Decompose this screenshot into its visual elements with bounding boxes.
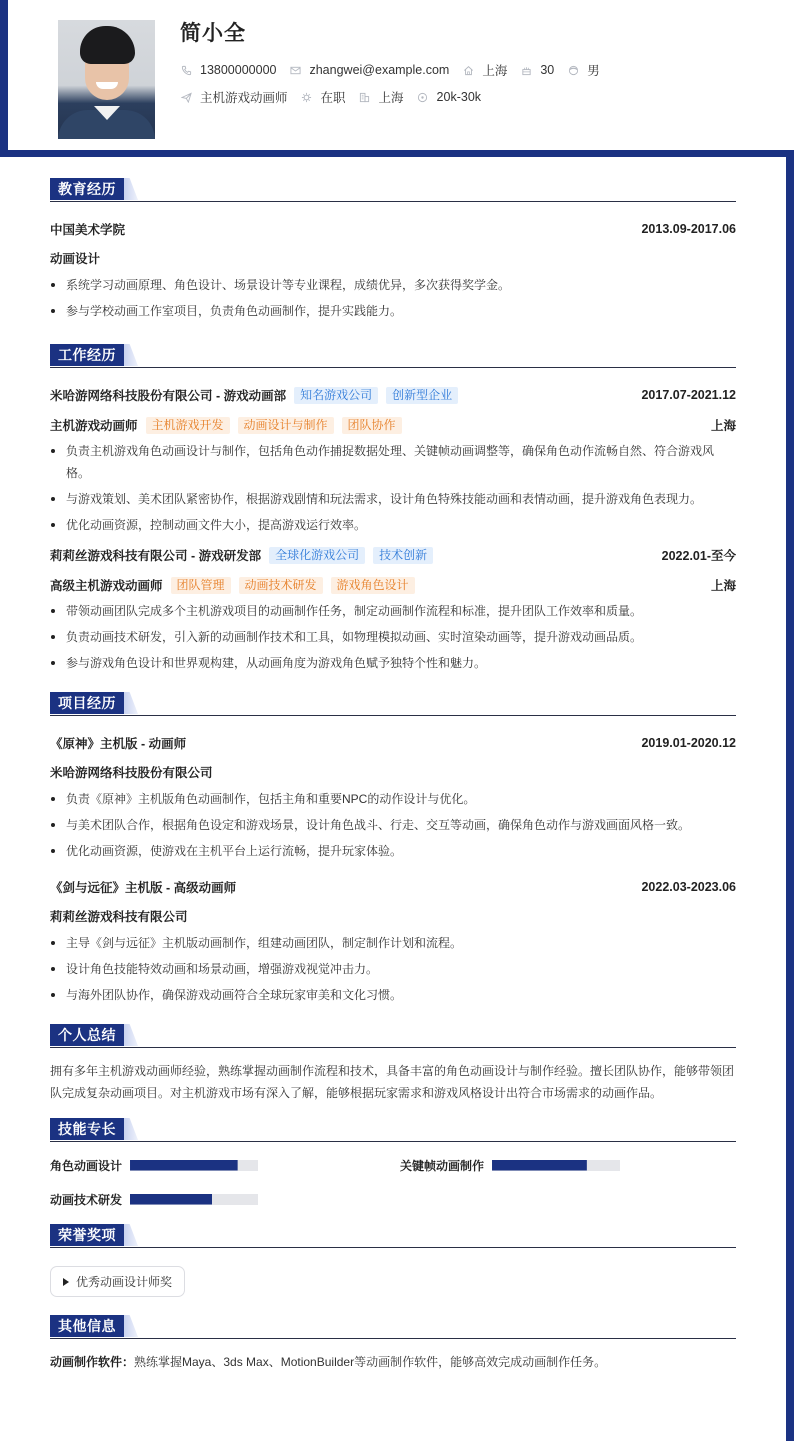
- section-header: [50, 692, 736, 716]
- city-item: 上海: [462, 61, 507, 79]
- section-title: 教育经历: [50, 178, 124, 200]
- section-header: [50, 1224, 736, 1248]
- age-icon: [520, 64, 532, 76]
- project-bullets: [50, 788, 736, 862]
- skill-tag: 主机游戏开发: [146, 417, 230, 434]
- status-icon: [301, 91, 313, 103]
- job-position: 高级主机游戏动画师: [50, 579, 163, 593]
- project-bullets: [50, 932, 736, 1006]
- phone-item: 13800000000: [180, 63, 276, 77]
- resume-header: [0, 0, 794, 157]
- summary-section: [50, 1024, 736, 1104]
- job-bullets: [50, 440, 736, 536]
- list-item: 主导《剑与远征》主机版动画制作，组建动画团队，制定制作计划和流程。: [50, 932, 736, 954]
- building-icon: [359, 91, 371, 103]
- candidate-name: 简小全: [180, 22, 246, 45]
- job-location: 上海: [710, 579, 736, 593]
- section-header: [50, 1315, 736, 1339]
- company-tag: 知名游戏公司: [294, 387, 378, 404]
- send-icon: [180, 91, 192, 103]
- skill-fill: [492, 1160, 587, 1171]
- job-period: 2022.01-至今: [661, 549, 736, 563]
- skill-label: 角色动画设计: [50, 1158, 123, 1173]
- list-item: 带领动画团队完成多个主机游戏项目的动画制作任务，制定动画制作流程和标准，提升团队工作效率和质量。: [50, 600, 736, 622]
- company-tag: 全球化游戏公司: [269, 547, 365, 564]
- skill-item: [50, 1154, 400, 1176]
- section-title: 技能专长: [50, 1118, 124, 1140]
- skill-fill: [130, 1194, 212, 1205]
- education-section: [50, 178, 736, 322]
- other-section: [50, 1315, 736, 1373]
- skills-section: [50, 1118, 736, 1210]
- status-item: 在职: [301, 88, 346, 106]
- home-icon: [462, 64, 474, 76]
- company-name: 莉莉丝游戏科技有限公司 - 游戏研发部: [50, 549, 262, 563]
- skill-tag: 动画设计与制作: [238, 417, 334, 434]
- salary-item: 20k-30k: [417, 90, 481, 104]
- school-name: 中国美术学院: [50, 223, 126, 237]
- project-entry: [50, 728, 736, 862]
- skill-fill: [130, 1160, 238, 1171]
- list-item: 系统学习动画原理、角色设计、场景设计等专业课程，成绩优异，多次获得奖学金。: [50, 274, 736, 296]
- education-period: 2013.09-2017.06: [641, 222, 736, 236]
- company-tag: 技术创新: [373, 547, 433, 564]
- section-title: 其他信息: [50, 1315, 124, 1337]
- email-item: zhangwei@example.com: [289, 63, 449, 77]
- list-item: 设计角色技能特效动画和场景动画，增强游戏视觉冲击力。: [50, 958, 736, 980]
- profile-photo: [58, 20, 155, 139]
- skill-tag: 动画技术研发: [239, 577, 323, 594]
- skill-bar: [130, 1160, 258, 1171]
- award-item[interactable]: [50, 1266, 185, 1297]
- list-item: 优化动画资源，控制动画文件大小，提高游戏运行效率。: [50, 514, 736, 536]
- job-intent-row: [180, 88, 494, 106]
- list-item: 优化动画资源，使游戏在主机平台上运行流畅，提升玩家体验。: [50, 840, 736, 862]
- job-location: 上海: [710, 419, 736, 433]
- target-position-item: 主机游戏动画师: [180, 88, 288, 106]
- skill-bar: [130, 1194, 258, 1205]
- gender-item: 男: [567, 61, 600, 79]
- list-item: 与海外团队协作，确保游戏动画符合全球玩家审美和文化习惯。: [50, 984, 736, 1006]
- age-item: 30: [520, 63, 554, 77]
- gender-icon: [567, 64, 579, 76]
- other-info-text: 熟练掌握Maya、3ds Max、MotionBuilder等动画制作软件，能够高效完成动画制作任务。: [134, 1355, 607, 1369]
- job-position: 主机游戏动画师: [50, 419, 138, 433]
- projects-section: [50, 692, 736, 1006]
- skills-grid: [50, 1154, 736, 1210]
- job-bullets: [50, 600, 736, 674]
- list-item: 与美术团队合作，根据角色设定和游戏场景，设计角色战斗、行走、交互等动画，确保角色动作与游戏画面风格一致。: [50, 814, 736, 836]
- job-entry: [50, 540, 736, 674]
- section-title: 工作经历: [50, 344, 124, 366]
- project-company: 米哈游网络科技股份有限公司: [50, 766, 213, 780]
- list-item: 负责主机游戏角色动画设计与制作，包括角色动作捕捉数据处理、关键帧动画调整等，确保角色动作流畅自然、符合游戏风格。: [50, 440, 736, 484]
- list-item: 与游戏策划、美术团队紧密协作，根据游戏剧情和玩法需求，设计角色特殊技能动画和表情动画，提升游戏角色表现力。: [50, 488, 736, 510]
- skill-tag: 游戏角色设计: [331, 577, 415, 594]
- salary-icon: [417, 91, 429, 103]
- phone-icon: [180, 64, 192, 76]
- list-item: 参与游戏角色设计和世界观构建，从动画角度为游戏角色赋予独特个性和魅力。: [50, 652, 736, 674]
- section-header: [50, 1118, 736, 1142]
- resume-body: [0, 157, 794, 1441]
- awards-section: [50, 1224, 736, 1301]
- section-header: [50, 178, 736, 202]
- project-company: 莉莉丝游戏科技有限公司: [50, 910, 188, 924]
- project-period: 2019.01-2020.12: [641, 736, 736, 750]
- list-item: 负责动画技术研发，引入新的动画制作技术和工具，如物理模拟动画、实时渲染动画等，提升游戏动画品质。: [50, 626, 736, 648]
- skill-item: [400, 1154, 750, 1176]
- section-title: 个人总结: [50, 1024, 124, 1046]
- mail-icon: [289, 64, 301, 76]
- education-row: [50, 214, 736, 244]
- contact-row: [180, 61, 613, 79]
- project-name: 《原神》主机版 - 动画师: [50, 737, 187, 751]
- other-info-label: 动画制作软件：: [50, 1355, 135, 1369]
- section-header: [50, 1024, 736, 1048]
- list-item: 负责《原神》主机版角色动画制作，包括主角和重要NPC的动作设计与优化。: [50, 788, 736, 810]
- summary-text: 拥有多年主机游戏动画师经验，熟练掌握动画制作流程和技术，具备丰富的角色动画设计与制作经验。擅长团队协作，能够带领团队完成复杂动画项目。对主机游戏市场有深入了解，能够根据玩家需求和游戏风格设计出符合市场需求的动画作品。: [50, 1064, 735, 1100]
- award-name: 优秀动画设计师奖: [76, 1275, 173, 1289]
- job-entry: [50, 380, 736, 536]
- work-section: [50, 344, 736, 674]
- company-tag: 创新型企业: [386, 387, 458, 404]
- other-info: [50, 1351, 736, 1373]
- list-item: 参与学校动画工作室项目，负责角色动画制作，提升实践能力。: [50, 300, 736, 322]
- work-city-item: 上海: [359, 88, 404, 106]
- skill-label: 关键帧动画制作: [400, 1158, 485, 1173]
- job-period: 2017.07-2021.12: [641, 388, 736, 402]
- expand-triangle-icon: [63, 1278, 69, 1286]
- section-header: [50, 344, 736, 368]
- skill-tag: 团队管理: [171, 577, 231, 594]
- company-name: 米哈游网络科技股份有限公司 - 游戏动画部: [50, 389, 287, 403]
- skill-label: 动画技术研发: [50, 1192, 123, 1207]
- skill-item: [50, 1188, 400, 1210]
- project-name: 《剑与远征》主机版 - 高级动画师: [50, 881, 237, 895]
- education-bullets: [50, 274, 736, 322]
- project-period: 2022.03-2023.06: [641, 880, 736, 894]
- section-title: 项目经历: [50, 692, 124, 714]
- section-title: 荣誉奖项: [50, 1224, 124, 1246]
- project-entry: [50, 872, 736, 1006]
- skill-bar: [492, 1160, 620, 1171]
- skill-tag: 团队协作: [342, 417, 402, 434]
- major: 动画设计: [50, 252, 101, 266]
